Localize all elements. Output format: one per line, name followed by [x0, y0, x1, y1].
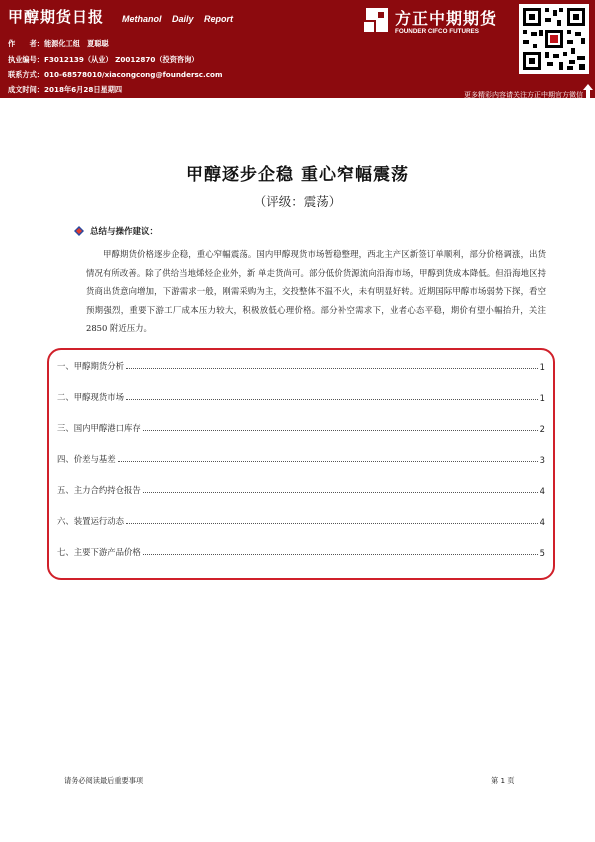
footer-disclaimer: 请务必阅读最后重要事项	[64, 776, 144, 785]
meta-label: 作 者：	[8, 39, 44, 48]
toc-leader	[143, 553, 538, 555]
toc-leader	[126, 398, 538, 400]
table-of-contents	[47, 348, 555, 580]
report-headline: 甲醇逐步企稳 重心窄幅震荡	[186, 165, 409, 185]
toc-item-title: 三、国内甲醇港口库存	[57, 423, 141, 433]
summary-paragraph: 甲醇期货价格逐步企稳，重心窄幅震荡。国内甲醇现货市场暂稳整理，西北主产区新签订单顺利，部分价格调涨，出货情况有所改善。除了供给当地烯烃企业外，新 单走货尚可。部分低价货源流向沿海市场，甲醇到货成本降低。但沿海地区持货商出货意向增加，下游需求一般，刚需采购为主，交投整体不温不火，未有明显好转。近期国际甲醇市场弱势下探，看空预期强烈，重要下游工厂成本压力较大，积极放低心理价格。部分补空需求下，业者心态平稳，期价有望小幅抬升，关注 2850 附近压力。	[86, 249, 546, 334]
logo-text-en: FOUNDER CIFCO FUTURES	[395, 28, 479, 35]
arrow-up-icon	[583, 84, 593, 98]
meta-label: 成文时间：	[8, 85, 44, 94]
toc-leader	[126, 522, 538, 524]
company-logo	[362, 6, 512, 42]
toc-leader	[143, 429, 538, 431]
toc-item[interactable]	[57, 482, 545, 496]
toc-item[interactable]	[57, 420, 545, 434]
toc-leader	[118, 460, 538, 462]
logo-text-cn: 方正中期期货	[395, 9, 498, 28]
meta-label: 执业编号：	[8, 55, 44, 64]
toc-item-page: 3	[539, 455, 545, 465]
report-rating: （评级：震荡）	[253, 194, 342, 209]
qr-code-icon	[519, 4, 589, 74]
bullet-icon	[74, 226, 84, 236]
meta-value: 010-68578010/xiacongcong@foundersc.com	[43, 70, 223, 79]
meta-label: 联系方式：	[8, 70, 44, 79]
toc-item-page: 5	[539, 548, 545, 558]
report-title-cn: 甲醇期货日报	[8, 8, 105, 26]
toc-item[interactable]	[57, 358, 545, 372]
meta-author	[8, 39, 109, 49]
summary-heading	[74, 225, 158, 237]
founder-logo-icon	[362, 6, 390, 34]
toc-item-title: 五、主力合约持仓报告	[57, 485, 141, 495]
summary-heading-text: 总结与操作建议：	[90, 227, 159, 237]
toc-item-page: 1	[539, 362, 545, 372]
toc-leader	[126, 367, 538, 369]
report-header	[0, 0, 595, 98]
toc-item[interactable]	[57, 544, 545, 558]
toc-item[interactable]	[57, 513, 545, 527]
toc-leader	[143, 491, 538, 493]
toc-item-title: 一、甲醇期货分析	[57, 361, 124, 371]
toc-item-page: 4	[539, 517, 545, 527]
toc-item-page: 2	[539, 424, 545, 434]
report-title-en: Methanol Daily Report	[122, 14, 234, 24]
toc-item-page: 4	[539, 486, 545, 496]
meta-value: 能源化工组 夏聪聪	[43, 39, 109, 48]
meta-value: 2018年6月28日星期四	[43, 85, 123, 94]
toc-item[interactable]	[57, 451, 545, 465]
toc-item-title: 二、甲醇现货市场	[57, 392, 124, 402]
toc-item-page: 1	[539, 393, 545, 403]
meta-contact	[8, 70, 222, 80]
toc-item-title: 六、装置运行动态	[57, 516, 124, 526]
meta-license	[8, 55, 198, 65]
footer-page-number: 第 1 页	[491, 776, 515, 785]
toc-item[interactable]	[57, 389, 545, 403]
wechat-follow-note: 更多精彩内容请关注方正中期官方微信	[464, 91, 583, 99]
meta-value: F3012139（从业） Z0012870（投资咨询）	[43, 55, 199, 64]
toc-item-title: 四、价差与基差	[57, 454, 116, 464]
meta-date	[8, 85, 122, 95]
toc-item-title: 七、主要下游产品价格	[57, 547, 141, 557]
